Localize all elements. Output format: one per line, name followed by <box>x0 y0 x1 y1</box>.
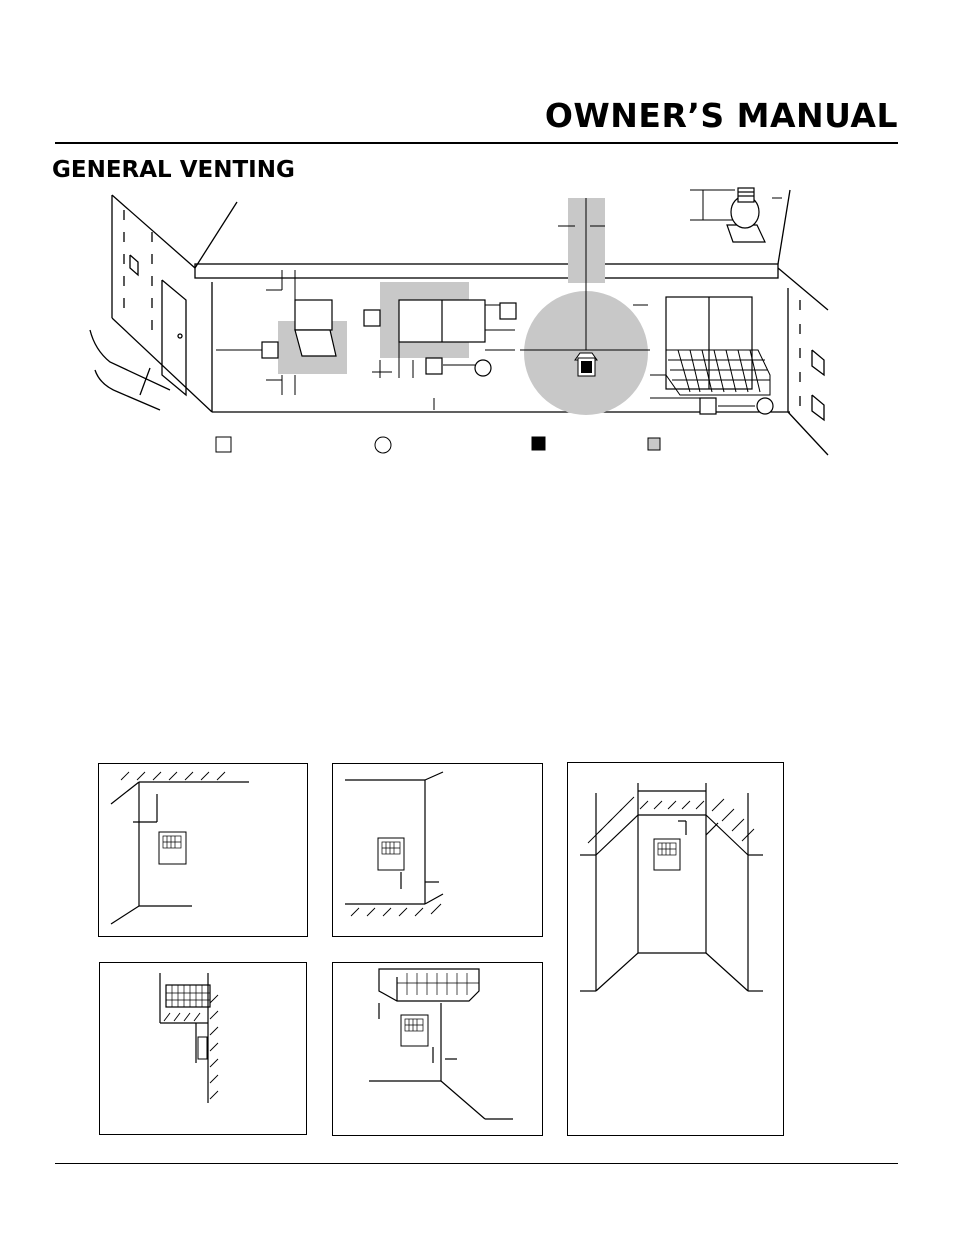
square-marker-icon <box>216 437 231 452</box>
shaded-area-icon <box>648 438 660 450</box>
circle-marker-icon <box>375 437 391 453</box>
detail-panel-under-overhang <box>99 962 307 1135</box>
detail-panel-outside-corner <box>332 763 543 937</box>
manual-title: OWNER’S MANUAL <box>544 96 898 135</box>
section-title: GENERAL VENTING <box>52 157 295 183</box>
footer-rule <box>55 1163 898 1164</box>
venting-clearance-diagram <box>0 0 954 480</box>
detail-panel-recessed-location <box>567 762 784 1136</box>
detail-panel-under-balcony <box>332 962 543 1136</box>
detail-panel-inside-corner <box>98 763 308 937</box>
vent-terminal-legend-icon <box>532 437 545 450</box>
vent-terminal-icon <box>575 353 597 376</box>
